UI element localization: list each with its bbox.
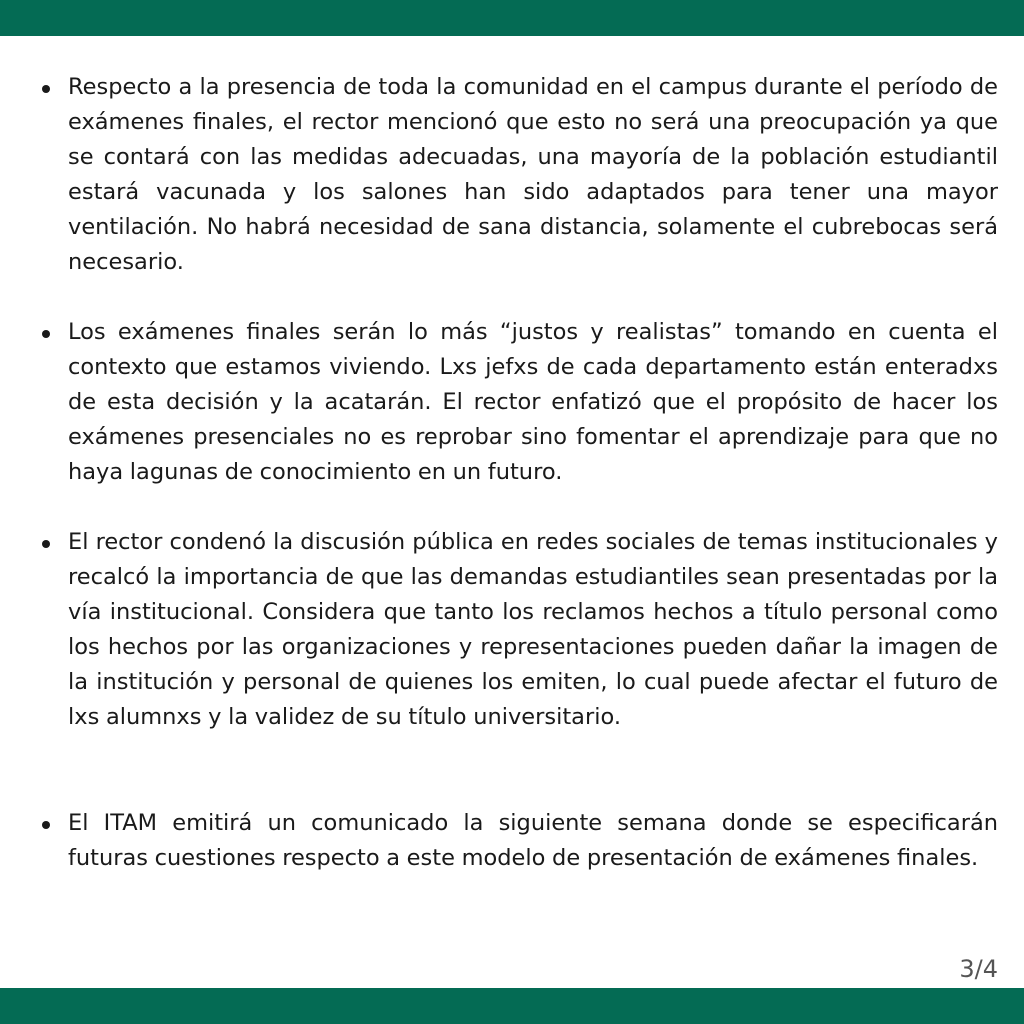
bullet-item <box>68 70 998 280</box>
bullet-item <box>68 315 998 490</box>
bullet-dot-icon <box>42 85 50 93</box>
page-number: 3/4 <box>959 955 998 983</box>
top-green-band <box>0 0 1024 36</box>
bullet-text: El rector condenó la discusión pública en redes sociales de temas institucionales y recalcó la importancia de que las demandas estudiantiles sean presentadas por la vía institucional. Considera que tanto los reclamos hechos a título personal como los hechos por las organizaciones y representaciones pueden dañar la imagen de la institución y personal de quienes los emiten, lo cual puede afectar el futuro de lxs alumnxs y la validez de su título universitario. <box>68 529 998 730</box>
bullet-dot-icon <box>42 330 50 338</box>
bullet-text: El ITAM emitirá un comunicado la siguiente semana donde se especificarán futuras cuestiones respecto a este modelo de presentación de exámenes finales. <box>68 810 998 871</box>
bullet-text: Respecto a la presencia de toda la comunidad en el campus durante el período de exámenes finales, el rector mencionó que esto no será una preocupación ya que se contará con las medidas adecuadas, una mayoría de la población estudiantil estará vacunada y los salones han sido adaptados para tener una mayor ventilación. No habrá necesidad de sana distancia, solamente el cubrebocas será necesario. <box>68 74 998 275</box>
bullet-item <box>68 525 998 735</box>
bullet-dot-icon <box>42 821 50 829</box>
bullet-dot-icon <box>42 540 50 548</box>
bullet-text: Los exámenes finales serán lo más “justos y realistas” tomando en cuenta el contexto que estamos viviendo. Lxs jefxs de cada departamento están enteradxs de esta decisión y la acatarán. El rector enfatizó que el propósito de hacer los exámenes presenciales no es reprobar sino fomentar el aprendizaje para que no haya lagunas de conocimiento en un futuro. <box>68 319 998 485</box>
bottom-green-band <box>0 988 1024 1024</box>
bullet-item <box>68 806 998 876</box>
